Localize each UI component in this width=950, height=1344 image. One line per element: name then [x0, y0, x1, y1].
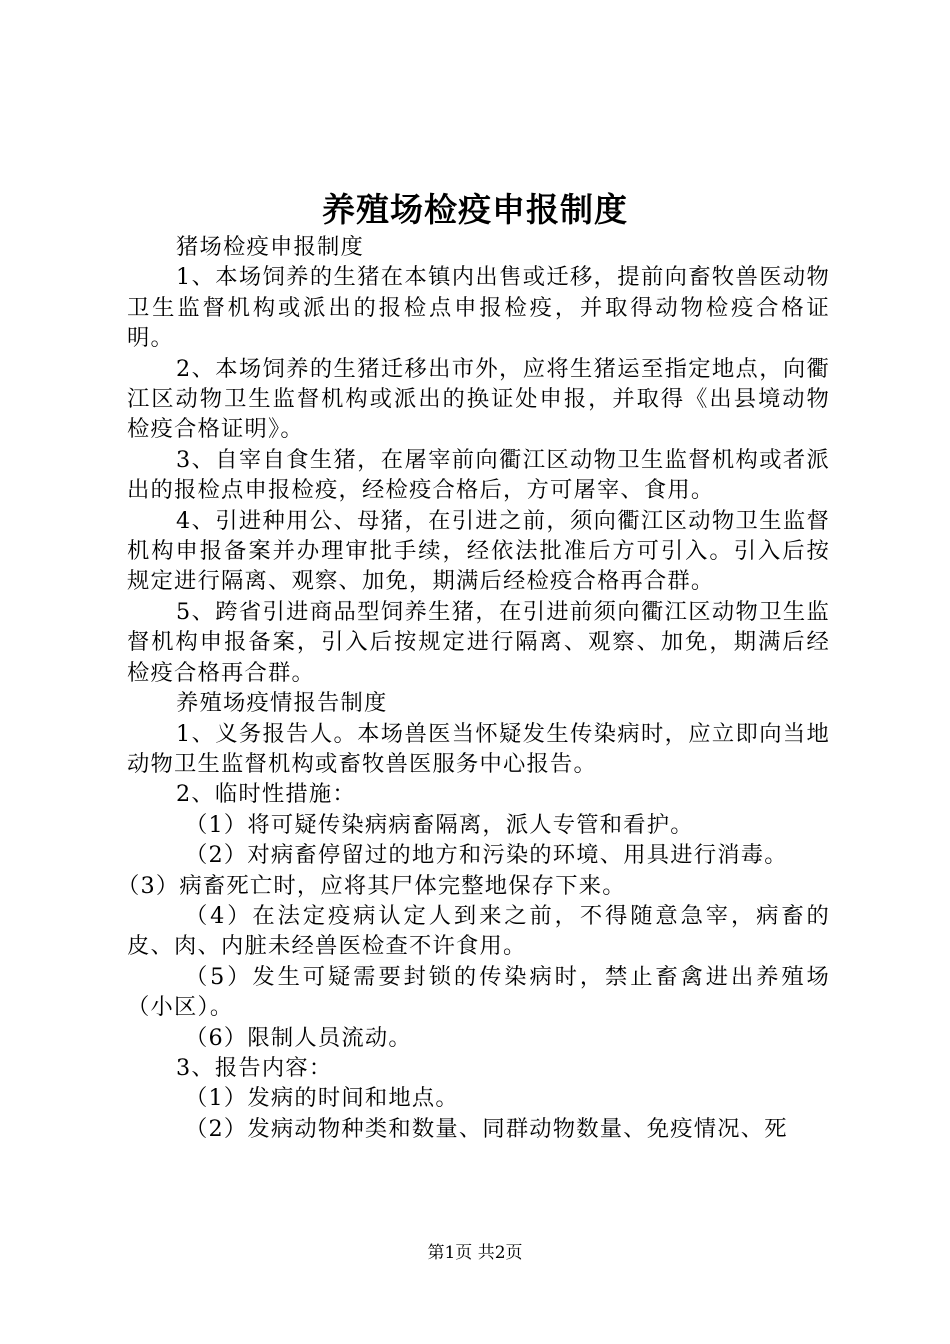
list-item: （2）发病动物种类和数量、同群动物数量、免疫情况、死	[184, 1115, 788, 1142]
list-item: （5）发生可疑需要封锁的传染病时，禁止畜禽进出养殖场（小区）。	[127, 963, 830, 1021]
section-heading: 养殖场疫情报告制度	[176, 690, 388, 717]
paragraph: 1、义务报告人。本场兽医当怀疑发生传染病时，应立即向当地动物卫生监督机构或畜牧兽医服务中心报告。	[127, 720, 830, 777]
document-body	[116, 232, 830, 1144]
paragraph: 2、临时性措施：	[176, 781, 356, 808]
paragraph: 4、引进种用公、母猪，在引进之前，须向衢江区动物卫生监督机构申报备案并办理审批手续，经依法批准后方可引入。引入后按规定进行隔离、观察、加免，期满后经检疫合格再合群。	[127, 507, 830, 595]
paragraph: 2、本场饲养的生猪迁移出市外，应将生猪运至指定地点，向衢江区动物卫生监督机构或派出的换证处申报，并取得《出县境动物检疫合格证明》。	[127, 355, 830, 443]
paragraph: 3、自宰自食生猪，在屠宰前向衢江区动物卫生监督机构或者派出的报检点申报检疫，经检疫合格后，方可屠宰、食用。	[127, 446, 830, 504]
list-item: （2）对病畜停留过的地方和污染的环境、用具进行消毒。	[184, 842, 788, 869]
paragraph: 3、报告内容：	[176, 1054, 333, 1081]
paragraph: 5、跨省引进商品型饲养生猪，在引进前须向衢江区动物卫生监督机构申报备案，引入后按规定进行隔离、观察、加免，期满后经检疫合格再合群。	[127, 598, 830, 686]
list-item: （1）发病的时间和地点。	[184, 1085, 459, 1112]
list-item: （3）病畜死亡时，应将其尸体完整地保存下来。	[116, 872, 626, 899]
list-item: （4）在法定疫病认定人到来之前，不得随意急宰，病畜的皮、肉、内脏未经兽医检查不许食用。	[127, 902, 830, 960]
page-footer: 第1页 共2页	[427, 1243, 523, 1263]
list-item: （6）限制人员流动。	[184, 1024, 412, 1051]
section-heading: 猪场检疫申报制度	[176, 234, 365, 260]
paragraph: 1、本场饲养的生猪在本镇内出售或迁移，提前向畜牧兽医动物卫生监督机构或派出的报检点申报检疫，并取得动物检疫合格证明。	[127, 264, 830, 352]
list-item: （1）将可疑传染病病畜隔离，派人专管和看护。	[184, 811, 694, 838]
document-title: 养殖场检疫申报制度	[322, 190, 628, 229]
